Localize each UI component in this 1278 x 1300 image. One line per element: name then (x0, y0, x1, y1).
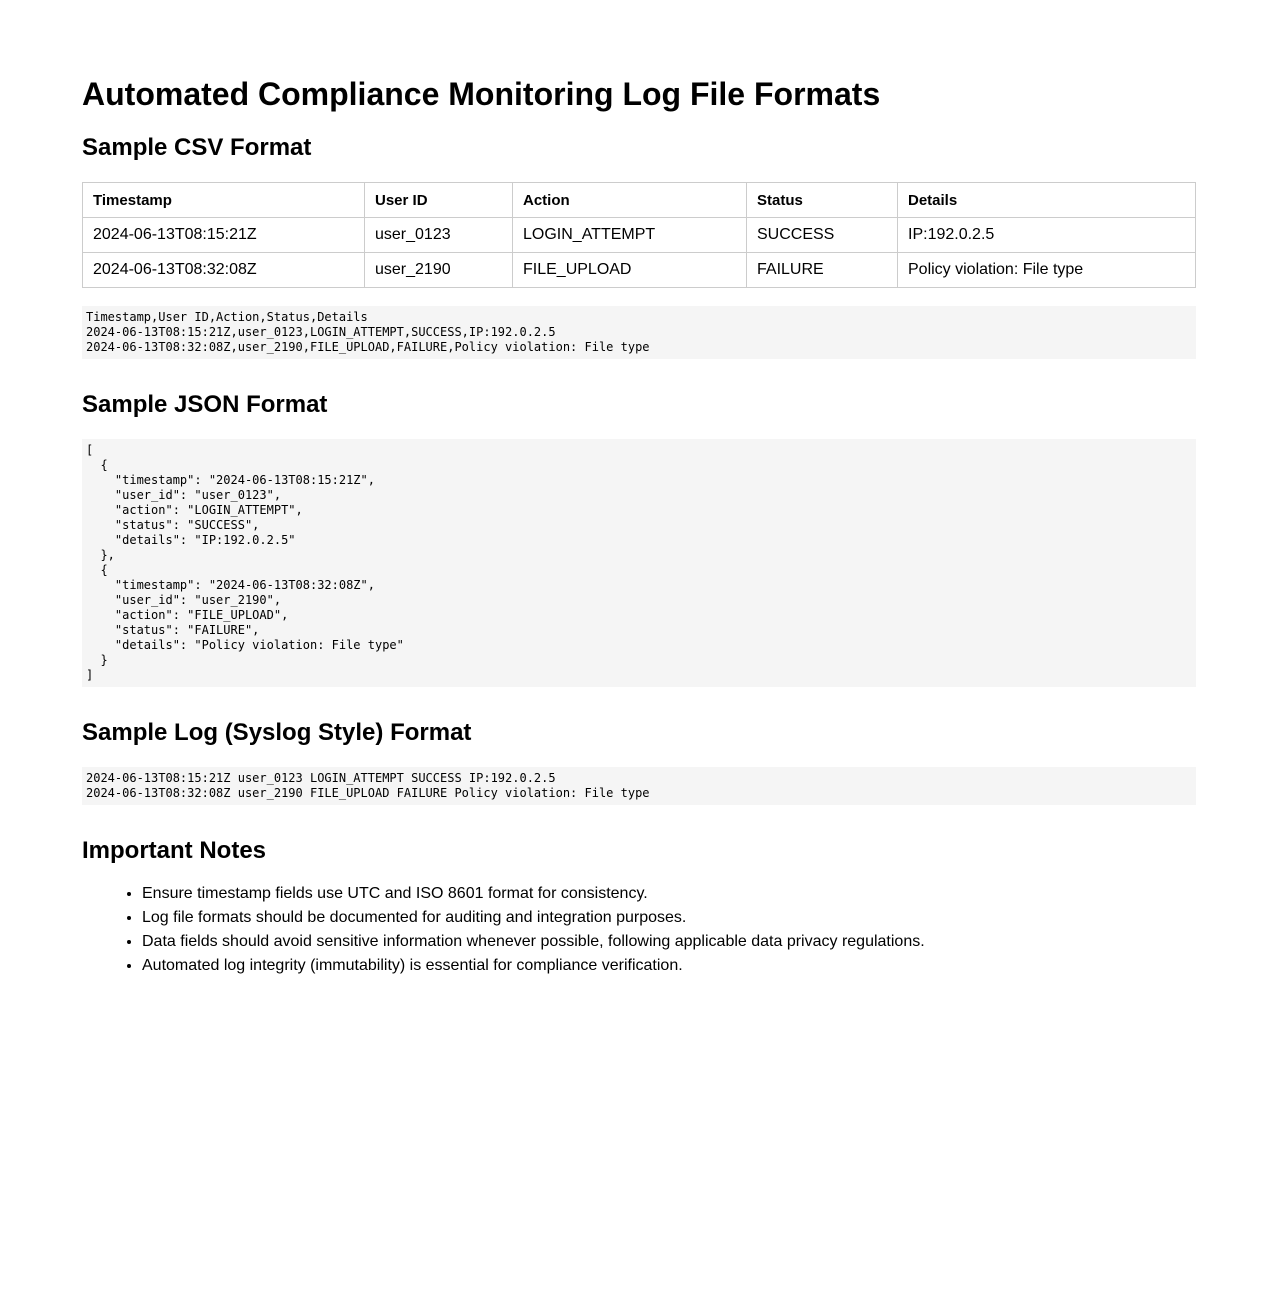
column-header-status: Status (747, 183, 898, 218)
json-section-heading: Sample JSON Format (82, 391, 328, 418)
table-cell-user-id: user_0123 (365, 218, 513, 253)
csv-raw-code-block: Timestamp,User ID,Action,Status,Details 2024-06-13T08:15:21Z,user_0123,LOGIN_ATTEMPT,SUCCESS,IP:192.0.2.5 2024-06-13T08:32:08Z,user_2190,FILE_UPLOAD,FAILURE,Policy violation: File type (82, 306, 1196, 359)
syslog-raw-code-block: 2024-06-13T08:15:21Z user_0123 LOGIN_ATTEMPT SUCCESS IP:192.0.2.5 2024-06-13T08:32:08Z user_2190 FILE_UPLOAD FAILURE Policy violation: File type (82, 767, 1196, 805)
notes-list (82, 882, 925, 978)
table-cell-timestamp: 2024-06-13T08:32:08Z (83, 253, 365, 288)
list-item: • Ensure timestamp fields use UTC and ISO 8601 format for consistency. (142, 882, 925, 906)
list-item: • Log file formats should be documented for auditing and integration purposes. (142, 906, 925, 930)
csv-section-heading: Sample CSV Format (82, 134, 312, 161)
page-title: Automated Compliance Monitoring Log File Formats (82, 76, 881, 112)
syslog-section-heading: Sample Log (Syslog Style) Format (82, 719, 472, 746)
list-item: • Data fields should avoid sensitive information whenever possible, following applicable data privacy regulations. (142, 930, 925, 954)
table-header-row (83, 183, 1196, 218)
column-header-timestamp: Timestamp (83, 183, 365, 218)
csv-sample-table (82, 182, 1196, 288)
column-header-user-id: User ID (365, 183, 513, 218)
table-cell-action: LOGIN_ATTEMPT (513, 218, 747, 253)
table-cell-action: FILE_UPLOAD (513, 253, 747, 288)
table-row (83, 253, 1196, 288)
table-cell-status: FAILURE (747, 253, 898, 288)
table-cell-details: IP:192.0.2.5 (898, 218, 1196, 253)
notes-section-heading: Important Notes (82, 837, 267, 864)
table-row (83, 218, 1196, 253)
table-cell-details: Policy violation: File type (898, 253, 1196, 288)
column-header-details: Details (898, 183, 1196, 218)
table-cell-status: SUCCESS (747, 218, 898, 253)
list-item: • Automated log integrity (immutability) is essential for compliance verification. (142, 954, 925, 978)
json-raw-code-block: [ { "timestamp": "2024-06-13T08:15:21Z", "user_id": "user_0123", "action": "LOGIN_ATTEMPT", "status": "SUCCESS", "details": "IP:192.0.2.5" }, { "timestamp": "2024-06-13T08:32:08Z", "user_id": "user_2190", "action": "FILE_UPLOAD", "status": "FAILURE", "details": "Policy violation: File type" } ] (82, 439, 1196, 687)
table-cell-user-id: user_2190 (365, 253, 513, 288)
table-cell-timestamp: 2024-06-13T08:15:21Z (83, 218, 365, 253)
column-header-action: Action (513, 183, 747, 218)
